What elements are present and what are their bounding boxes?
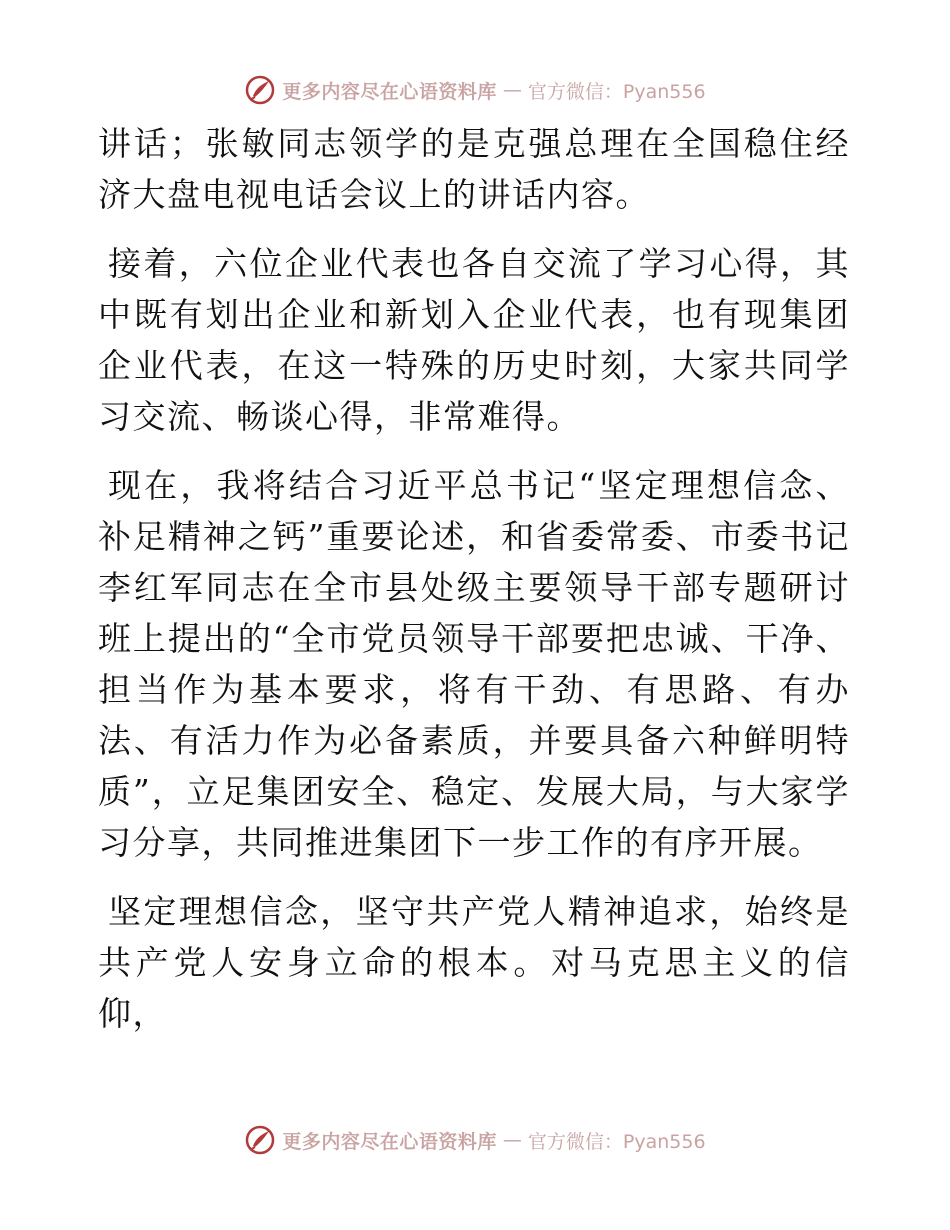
banner-wechat: 官方微信：Pyan556: [527, 80, 706, 103]
paragraph-1: 讲话；张敏同志领学的是克强总理在全国稳住经济大盘电视电话会议上的讲话内容。: [98, 124, 850, 214]
paragraph-4: 坚定理想信念，坚守共产党人精神追求，始终是共产党人安身立命的根本。对马克思主义的信仰，: [98, 892, 850, 1033]
paragraph-3: 现在，我将结合习近平总书记“坚定理想信念、补足精神之钙”重要论述，和省委常委、市委书记李红军同志在全市县处级主要领导干部专题研讨班上提出的“全市党员领导干部要把忠诚、干净、担当作为基本要求，将有干劲、有思路、有办法、有活力作为必备素质，并要具备六种鲜明特质”，立足集团安全、稳定、发展大局，与大家学习分享，共同推进集团下一步工作的有序开展。: [98, 466, 850, 862]
paragraph-2: 接着，六位企业代表也各自交流了学习心得，其中既有划出企业和新划入企业代表，也有现集团企业代表，在这一特殊的历史时刻，大家共同学习交流、畅谈心得，非常难得。: [98, 244, 850, 436]
footer-banner: [0, 1120, 950, 1160]
brush-pen-logo-icon: [244, 74, 276, 106]
header-banner: [0, 70, 950, 110]
banner-separator: —: [502, 1129, 522, 1151]
banner-separator: —: [502, 79, 522, 101]
banner-title: 更多内容尽在心语资料库: [282, 1130, 497, 1153]
document-body: [98, 118, 850, 1057]
banner-wechat: 官方微信：Pyan556: [527, 1130, 706, 1153]
banner-title: 更多内容尽在心语资料库: [282, 80, 497, 103]
brush-pen-logo-icon: [244, 1124, 276, 1156]
